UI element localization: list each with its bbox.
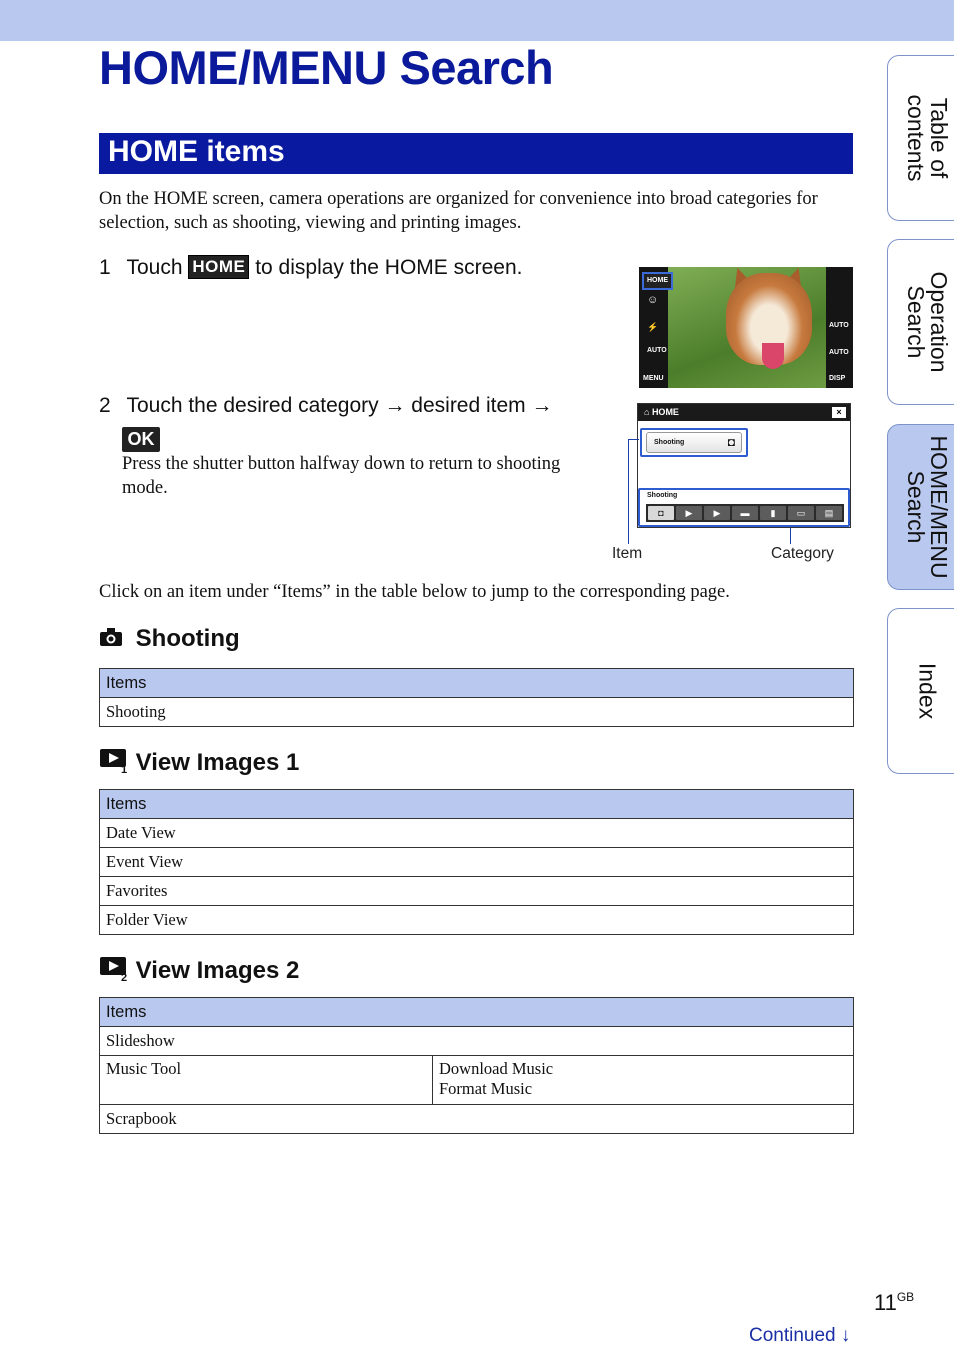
shooting-heading: Shooting bbox=[99, 625, 240, 654]
table-header: Items bbox=[100, 669, 854, 698]
dog-photo bbox=[668, 267, 826, 388]
table-row-slideshow[interactable]: Slideshow bbox=[100, 1027, 854, 1056]
toolbox-icon: ▤ bbox=[816, 506, 842, 520]
page-number: $11^{GB}$ bbox=[874, 1290, 915, 1315]
view-images-2-icon bbox=[99, 955, 129, 988]
iso-auto-icon: AUTO bbox=[829, 349, 849, 356]
page-title: HOME/MENU Search bbox=[99, 41, 554, 94]
step-text: Touch bbox=[126, 256, 183, 279]
svg-text:2: 2 bbox=[121, 972, 128, 981]
intro-paragraph: On the HOME screen, camera operations are organized for convenience into broad categories for selection, such as shooting, viewing and printing images. bbox=[99, 189, 818, 233]
camera-icon: ◘ bbox=[727, 435, 735, 449]
side-tab-index[interactable]: Index bbox=[887, 608, 954, 774]
disp-button-label: DISP bbox=[829, 375, 846, 382]
section-heading: HOME items bbox=[99, 133, 853, 174]
print-icon: ▬ bbox=[732, 506, 758, 520]
item-callout-line bbox=[628, 439, 629, 544]
link-download-music[interactable]: Download Music bbox=[439, 1059, 554, 1078]
step-text: Touch the desired category → desired item → bbox=[126, 394, 553, 417]
shooting-table bbox=[99, 668, 854, 727]
table-row-date-view[interactable]: Date View bbox=[100, 819, 854, 848]
view-images-2-heading: 2 View Images 2 bbox=[99, 955, 299, 988]
view-images-2-icon: ▶ bbox=[704, 506, 730, 520]
side-tab-operation-search[interactable]: Operation Search bbox=[887, 239, 954, 405]
top-band bbox=[0, 0, 954, 41]
side-tab-home-menu-search[interactable]: HOME/MENU Search bbox=[887, 424, 954, 590]
step-text: to display the HOME screen. bbox=[255, 256, 523, 279]
table-row-folder-view[interactable]: Folder View bbox=[100, 906, 854, 935]
flash-auto-icon: AUTO bbox=[829, 322, 849, 329]
home-button-icon: HOME bbox=[642, 272, 673, 290]
camera-icon bbox=[99, 626, 129, 654]
continued-link[interactable]: Continued ↓ bbox=[749, 1325, 851, 1346]
item-highlight bbox=[640, 428, 748, 457]
view-images-1-heading: 1 View Images 1 bbox=[99, 747, 299, 780]
side-tab-table-of-contents[interactable]: Table of contents bbox=[887, 55, 954, 221]
view-images-1-icon: ▶ bbox=[676, 506, 702, 520]
table-header: Items bbox=[100, 790, 854, 819]
table-row-music-tool[interactable]: Music Tool bbox=[100, 1056, 433, 1105]
click-note: Click on an item under “Items” in the table below to jump to the corresponding page. bbox=[99, 582, 730, 602]
category-highlight bbox=[638, 488, 850, 527]
item-callout: Item bbox=[612, 545, 643, 562]
table-header: Items bbox=[100, 998, 854, 1027]
step-note: Press the shutter button halfway down to return to shooting mode. bbox=[122, 454, 561, 498]
category-callout-line bbox=[790, 528, 791, 544]
step-1 bbox=[99, 255, 522, 280]
item-button: Shooting ◘ bbox=[646, 432, 742, 453]
flash-icon: ⚡ bbox=[647, 322, 659, 332]
manage-memory-icon: ▮ bbox=[760, 506, 786, 520]
menu-button-label: MENU bbox=[643, 375, 664, 382]
home-screen-illustration bbox=[637, 403, 851, 528]
home-key-icon: HOME bbox=[188, 255, 249, 279]
home-button-screen-illustration bbox=[639, 267, 853, 388]
view-images-1-icon bbox=[99, 747, 129, 780]
table-cell-music-sub bbox=[433, 1056, 854, 1105]
step-2 bbox=[99, 394, 553, 418]
category-callout: Category bbox=[771, 545, 834, 562]
home-screen-title-bar: ⌂ HOME × bbox=[638, 404, 850, 421]
step-number: 1 bbox=[99, 256, 111, 279]
settings-icon: ▭ bbox=[788, 506, 814, 520]
link-format-music[interactable]: Format Music bbox=[439, 1079, 533, 1098]
svg-text:1: 1 bbox=[121, 764, 128, 773]
smile-icon: ☺ bbox=[647, 294, 659, 306]
category-bar bbox=[646, 504, 844, 522]
ok-key-icon: OK bbox=[122, 427, 160, 452]
view-images-1-table bbox=[99, 789, 854, 935]
camera-icon: ◘ bbox=[648, 506, 674, 520]
table-row-favorites[interactable]: Favorites bbox=[100, 877, 854, 906]
category-label: Shooting bbox=[647, 492, 678, 499]
view-images-2-table bbox=[99, 997, 854, 1134]
table-row-scrapbook[interactable]: Scrapbook bbox=[100, 1105, 854, 1134]
house-icon: ⌂ bbox=[644, 407, 652, 417]
step-number: 2 bbox=[99, 394, 111, 417]
close-icon: × bbox=[832, 407, 846, 418]
table-row-shooting[interactable]: Shooting bbox=[100, 698, 854, 727]
table-row-event-view[interactable]: Event View bbox=[100, 848, 854, 877]
scene-auto-icon: AUTO bbox=[647, 347, 667, 354]
